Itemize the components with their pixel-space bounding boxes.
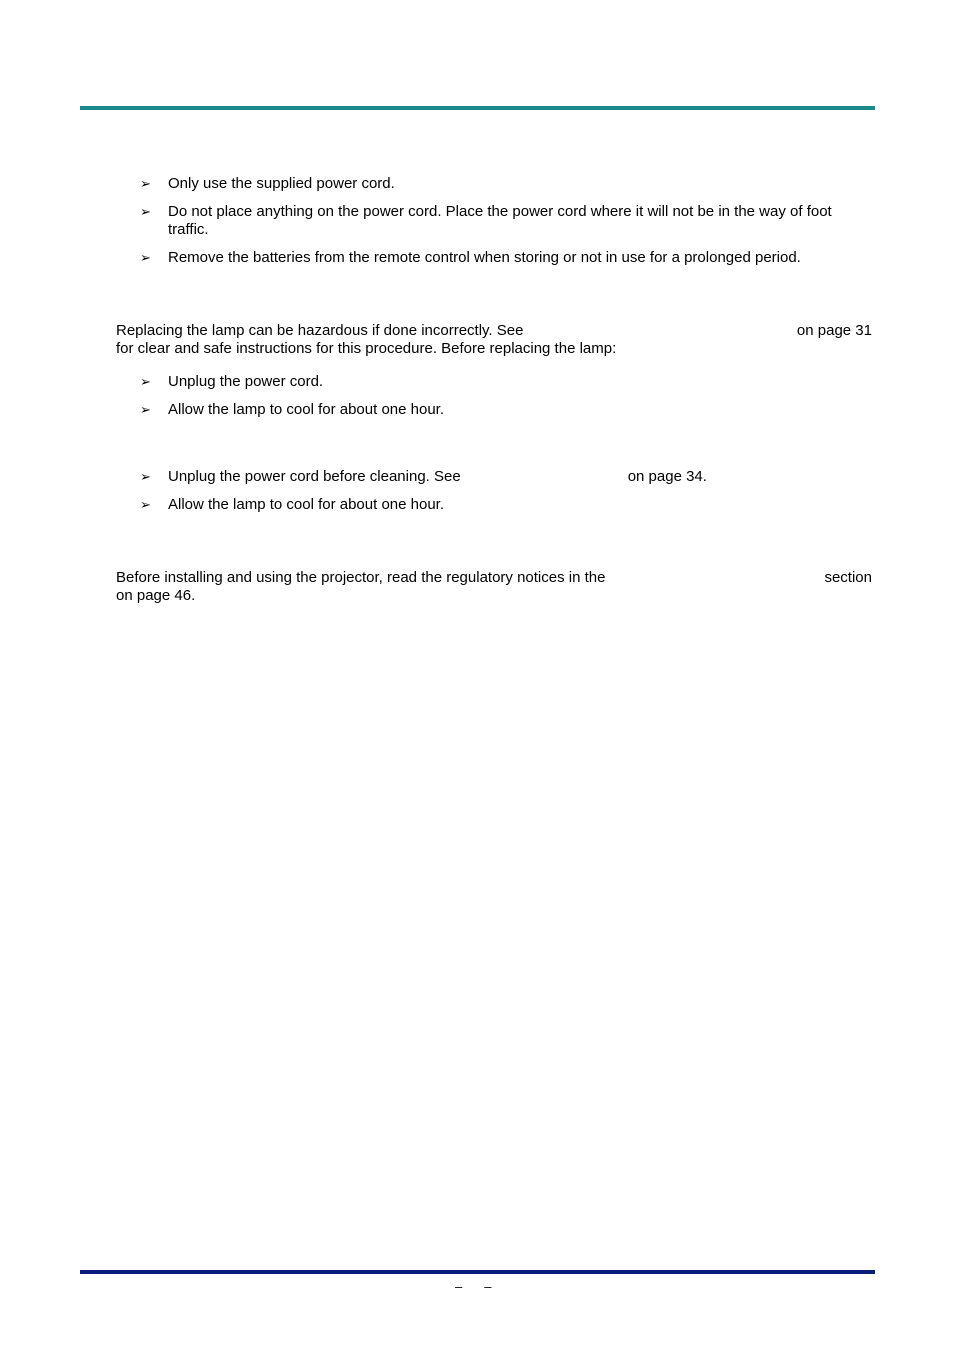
bullet-text: on page 34. <box>627 468 707 485</box>
bullet-text: Remove the batteries from the remote control when storing or not in use for a prolonged period. <box>168 249 801 266</box>
arrow-bullet-icon: ➢ <box>140 402 151 417</box>
paragraph-text: on page 46. <box>116 587 196 604</box>
list-item <box>140 249 852 267</box>
arrow-bullet-icon: ➢ <box>140 497 151 512</box>
bullet-text: Do not place anything on the power cord. Place the power cord where it will not be in the way of foot traffic. <box>168 203 832 238</box>
arrow-bullet-icon: ➢ <box>140 204 151 219</box>
regulatory-paragraph <box>116 569 872 605</box>
footer-dash: – <box>455 1279 463 1294</box>
list-item <box>140 468 852 486</box>
paragraph-text: on page 31 <box>796 322 872 339</box>
arrow-bullet-icon: ➢ <box>140 250 151 265</box>
bullet-text: Unplug the power cord. <box>168 373 324 390</box>
bullet-text: Unplug the power cord before cleaning. See <box>168 468 461 485</box>
list-item <box>140 496 852 514</box>
paragraph-text: Before installing and using the projector, read the regulatory notices in the <box>116 569 606 586</box>
list-item <box>140 203 852 239</box>
list-item <box>140 401 852 419</box>
bullet-text: Allow the lamp to cool for about one hour. <box>168 401 445 418</box>
bullet-text: Only use the supplied power cord. <box>168 175 395 192</box>
paragraph-text: Replacing the lamp can be hazardous if done incorrectly. See <box>116 322 524 339</box>
lamp-paragraph <box>116 322 872 358</box>
arrow-bullet-icon: ➢ <box>140 374 151 389</box>
list-item <box>140 373 852 391</box>
bullet-text: Allow the lamp to cool for about one hour. <box>168 496 445 513</box>
header-rule <box>80 106 875 110</box>
page-number-area <box>455 1278 491 1296</box>
paragraph-text: for clear and safe instructions for this procedure. Before replacing the lamp: <box>116 340 617 357</box>
footer-rule <box>80 1270 875 1274</box>
arrow-bullet-icon: ➢ <box>140 176 151 191</box>
arrow-bullet-icon: ➢ <box>140 469 151 484</box>
footer-dash: – <box>484 1279 492 1294</box>
paragraph-text: section <box>824 569 872 586</box>
list-item <box>140 175 852 193</box>
